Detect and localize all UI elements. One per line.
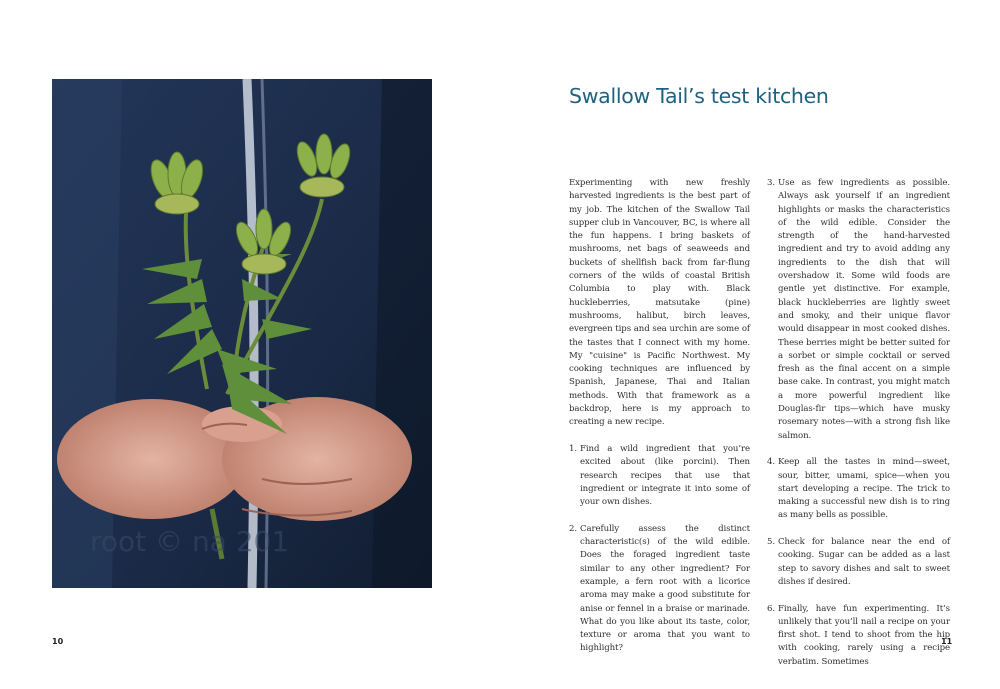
plant-illustration <box>52 79 432 588</box>
plant-photo <box>52 79 432 588</box>
intro-paragraph: Experimenting with new freshly harvested ingredients is the best part of my job. The kitchen of the Swallow Tail supper club in Vancouver, BC, is where all the fun happens. I bring baskets of mushrooms, net bags of seaweeds and buckets of shellfish back from far-flung corners of the wilds of coastal British Columbia to play with. Black huckleberries, matsutake (pine) mushrooms, halibut, birch leaves, evergreen tips and sea urchin are some of the tastes that I connect with my home. My "cuisine" is Pacific Northwest. My cooking techniques are influenced by Spanish, Japanese, Thai and Italian methods. With that framework as a backdrop, here is my approach to creating a new recipe. <box>569 178 750 428</box>
tip-item-5 <box>767 536 950 589</box>
tip-text: Find a wild ingredient that you’re excited about (like porcini). Then research recipes that use that ingredient or integrate it into some of your own dishes. <box>580 443 750 508</box>
tip-number: 3. <box>767 178 775 188</box>
tip-text: Check for balance near the end of cooking. Sugar can be added as a last step to savory dishes and salt to sweet dishes if desired. <box>778 537 950 587</box>
tip-number: 5. <box>767 537 775 548</box>
tip-text: Keep all the tastes in mind—sweet, sour, bitter, umami, spice—when you start developing a recipe. The trick to making a successful new dish is to ring as many bells as possible. <box>778 457 950 521</box>
tip-text: Carefully assess the distinct characteristic(s) of the wild edible. Does the foraged ingredient taste similar to any other ingredient? For example, a fern root with a licorice aroma may make a good substitute for anise or fennel in a braise or marinade. What do you like about its taste, color, texture or aroma that you want to highlight? <box>580 523 750 654</box>
text-column-left <box>569 177 750 656</box>
tip-item-3 <box>767 177 950 443</box>
page-number-left: 10 <box>52 637 64 646</box>
page-title: Swallow Tail’s test kitchen <box>569 84 829 108</box>
tip-number: 1. <box>569 443 577 454</box>
tip-item-2 <box>569 523 750 656</box>
page-number-right: 11 <box>941 637 953 646</box>
tip-text: Use as few ingredients as possible. Always ask yourself if an ingredient highlights or masks the characteristics of the wild edible. Consider the strength of the hand-harvested ingredient and try to avoid adding any ingredients to the dish that will overshadow it. Some wild foods are gentle yet distinctive. For example, black huckleberries are lightly sweet and smoky, and their unique flavor would disappear in most cooked dishes. These berries might be better suited for a sorbet or simple cocktail or served fresh as the final accent on a simple base cake. In contrast, you might match a more powerful ingredient like Douglas-fir tips—which have musky rosemary notes—with a strong fish like salmon. <box>778 178 950 441</box>
tip-item-1 <box>569 443 750 509</box>
tip-number: 2. <box>569 523 577 534</box>
tip-item-6 <box>767 603 953 669</box>
tip-number: 6. <box>767 603 775 614</box>
tip-number: 4. <box>767 457 775 468</box>
photo-watermark: root © na 201 <box>90 525 290 558</box>
tip-text: Finally, have fun experimenting. It’s unlikely that you’ll nail a recipe on your first shot. I tend to shoot from the hip with cooking, rarely using a recipe verbatim. Sometimes <box>778 603 950 667</box>
text-column-right <box>767 177 953 669</box>
tip-item-4 <box>767 456 950 522</box>
